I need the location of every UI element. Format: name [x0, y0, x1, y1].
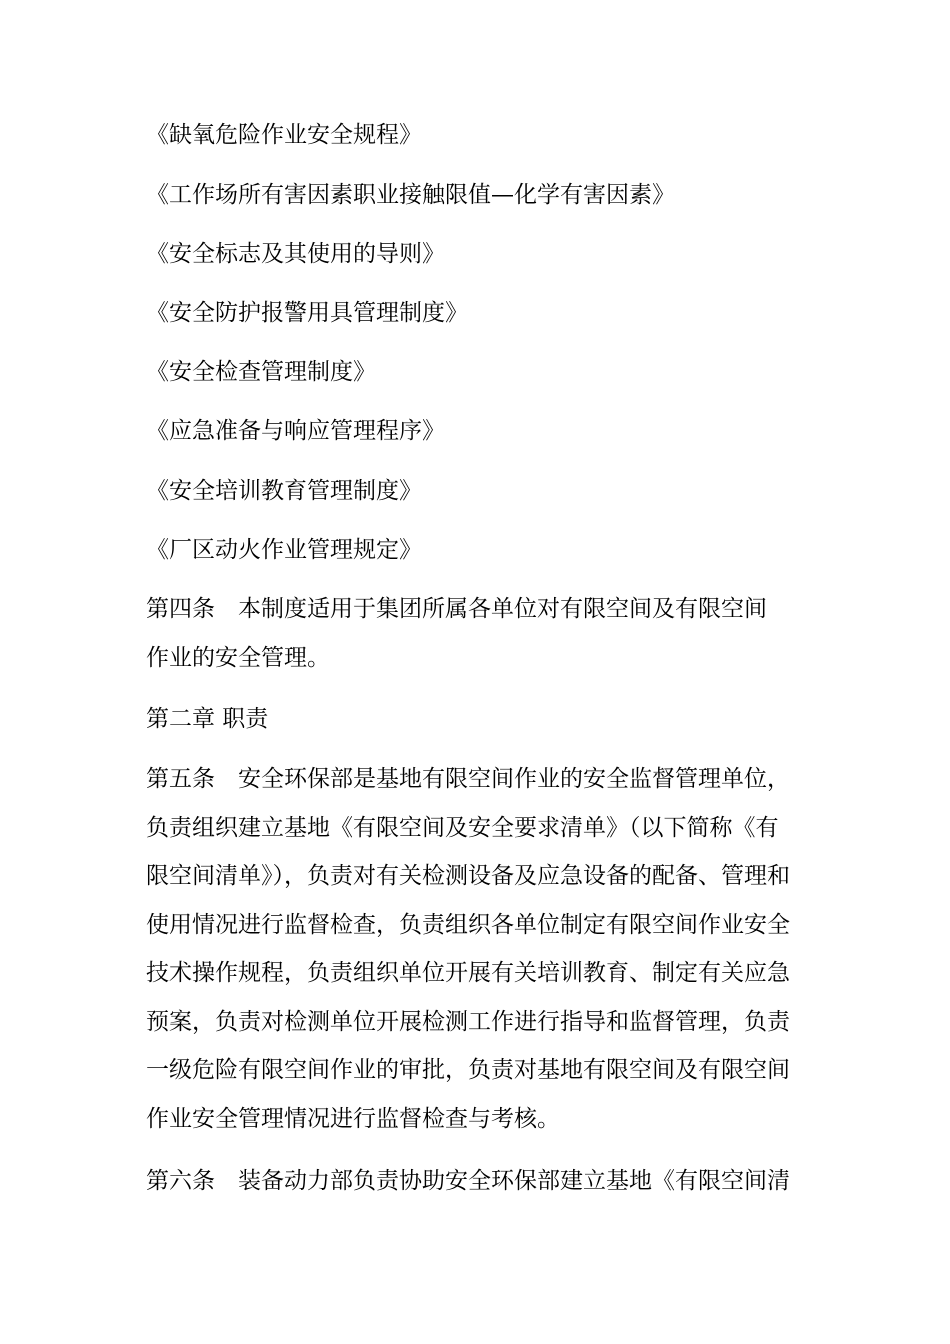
- article-6-line-1: 第六条 装备动力部负责协助安全环保部建立基地《有限空间清: [146, 1168, 790, 1194]
- article-5-line-7: 一级危险有限空间作业的审批，负责对基地有限空间及有限空间: [146, 1057, 790, 1083]
- article-4-line-1: 第四条 本制度适用于集团所属各单位对有限空间及有限空间: [146, 596, 767, 622]
- reference-item: 《应急准备与响应管理程序》: [146, 418, 445, 444]
- reference-item: 《缺氧危险作业安全规程》: [146, 122, 422, 148]
- reference-item: 《安全检查管理制度》: [146, 359, 376, 385]
- article-5-line-2: 负责组织建立基地《有限空间及安全要求清单》（以下简称《有: [146, 814, 779, 841]
- article-5-line-6: 预案，负责对检测单位开展检测工作进行指导和监督管理，负责: [146, 1008, 790, 1035]
- article-5-line-4: 使用情况进行监督检查，负责组织各单位制定有限空间作业安全: [146, 911, 790, 938]
- reference-item: 《厂区动火作业管理规定》: [146, 537, 422, 563]
- article-label: 第五条: [146, 766, 215, 792]
- article-label: 第六条: [146, 1168, 215, 1194]
- article-5: [146, 764, 810, 1152]
- chapter-title: 第二章 职责: [146, 706, 269, 732]
- reference-item: 《安全标志及其使用的导则》: [146, 241, 445, 267]
- article-5-line-5: 技术操作规程，负责组织单位开展有关培训教育、制定有关应急: [146, 960, 790, 986]
- article-5-line-8: 作业安全管理情况进行监督检查与考核。: [146, 1105, 560, 1132]
- article-4-line-2: 作业的安全管理。: [146, 644, 330, 671]
- reference-item: 《工作场所有害因素职业接触限值—化学有害因素》: [146, 182, 675, 208]
- article-label: 第四条: [146, 596, 215, 622]
- article-6: [146, 1166, 810, 1215]
- article-5-line-1: 第五条 安全环保部是基地有限空间作业的安全监督管理单位，: [146, 766, 790, 792]
- article-5-line-3: 限空间清单》），负责对有关检测设备及应急设备的配备、管理和: [146, 863, 790, 889]
- reference-item: 《安全培训教育管理制度》: [146, 478, 422, 504]
- reference-item: 《安全防护报警用具管理制度》: [146, 300, 468, 326]
- article-4: [146, 594, 810, 691]
